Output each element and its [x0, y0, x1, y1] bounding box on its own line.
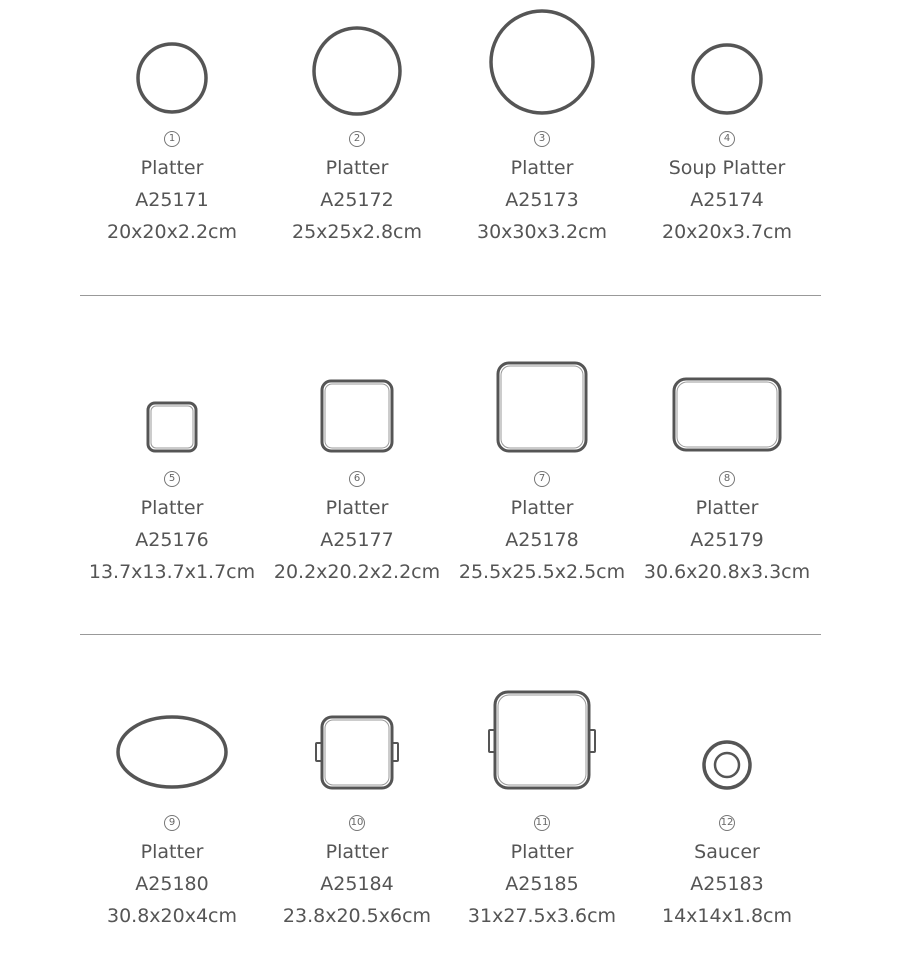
item-name: Platter [325, 157, 389, 179]
item-number: 7 [534, 471, 550, 487]
item-size: 14x14x1.8cm [661, 905, 792, 927]
item-name: Platter [510, 497, 574, 519]
item-size: 31x27.5x3.6cm [467, 905, 617, 927]
item-size: 30x30x3.2cm [476, 221, 607, 243]
item-number: 3 [534, 131, 550, 147]
saucer-icon [637, 0, 817, 800]
item-size: 20.2x20.2x2.2cm [273, 561, 441, 583]
handled-square-icon [267, 0, 447, 800]
item-code: A25184 [320, 873, 394, 895]
item-number: 8 [719, 471, 735, 487]
item-code: A25171 [135, 189, 209, 211]
item-name: Saucer [694, 841, 760, 863]
item-size: 25.5x25.5x2.5cm [458, 561, 626, 583]
item-size: 23.8x20.5x6cm [282, 905, 432, 927]
item-code: A25174 [690, 189, 764, 211]
item-name: Platter [325, 497, 389, 519]
item-code: A25179 [690, 529, 764, 551]
item-size: 20x20x3.7cm [661, 221, 792, 243]
handled-square-icon [452, 0, 632, 800]
item-code: A25183 [690, 873, 764, 895]
item-number: 5 [164, 471, 180, 487]
item-name: Platter [695, 497, 759, 519]
item-number: 10 [349, 815, 365, 831]
item-name: Platter [140, 841, 204, 863]
item-code: A25180 [135, 873, 209, 895]
item-name: Soup Platter [668, 157, 786, 179]
item-number: 12 [719, 815, 735, 831]
item-size: 25x25x2.8cm [291, 221, 422, 243]
item-name: Platter [140, 497, 204, 519]
item-number: 11 [534, 815, 550, 831]
item-code: A25185 [505, 873, 579, 895]
item-size: 20x20x2.2cm [106, 221, 237, 243]
item-code: A25177 [320, 529, 394, 551]
item-size: 13.7x13.7x1.7cm [88, 561, 256, 583]
item-code: A25176 [135, 529, 209, 551]
item-number: 1 [164, 131, 180, 147]
item-number: 2 [349, 131, 365, 147]
item-number: 9 [164, 815, 180, 831]
item-size: 30.8x20x4cm [106, 905, 237, 927]
item-name: Platter [510, 841, 574, 863]
item-name: Platter [325, 841, 389, 863]
item-code: A25178 [505, 529, 579, 551]
item-number: 4 [719, 131, 735, 147]
item-name: Platter [140, 157, 204, 179]
oval-icon [82, 0, 262, 800]
item-code: A25173 [505, 189, 579, 211]
item-code: A25172 [320, 189, 394, 211]
item-size: 30.6x20.8x3.3cm [643, 561, 811, 583]
item-name: Platter [510, 157, 574, 179]
item-number: 6 [349, 471, 365, 487]
